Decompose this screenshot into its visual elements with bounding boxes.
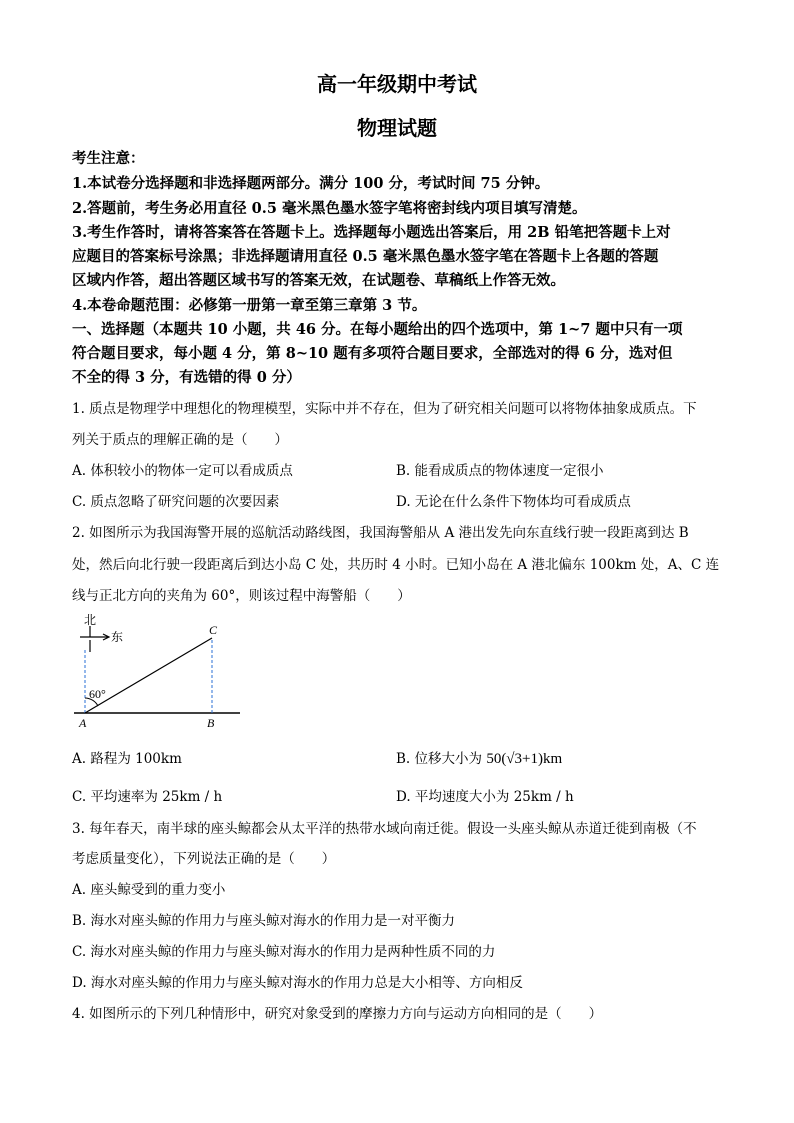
question-2-option-d: D. 平均速度大小为 25km / h [396, 789, 574, 805]
section-heading: 不全的得 3 分，有选错的得 0 分） [72, 369, 301, 386]
angle-label: 60° [89, 687, 106, 701]
route-diagram [70, 610, 250, 735]
compass-north-label: 北 [84, 613, 97, 627]
question-2-stem: 2. 如图所示为我国海警开展的巡航活动路线图，我国海警船从 A 港出发先向东直线行驶一段距离到达 B [72, 525, 689, 541]
question-2-stem: 线与正北方向的夹角为 60°，则该过程中海警船（ ） [72, 588, 411, 604]
question-1-option-a: A. 体积较小的物体一定可以看成质点 [72, 463, 293, 479]
question-2-option-b [396, 747, 562, 768]
notice-item: 4.本卷命题范围：必修第一册第一章至第三章第 3 节。 [72, 297, 427, 314]
option-b-formula: 50(√3+1)km [486, 751, 563, 767]
section-heading: 一、选择题（本题共 10 小题，共 46 分。在每小题给出的四个选项中，第 1~7 题中只有一项 [72, 321, 683, 338]
exam-title: 高一年级期中考试 [317, 72, 477, 96]
point-c-label: C [209, 623, 218, 637]
option-b-prefix: B. 位移大小为 [396, 751, 483, 767]
question-3-stem: 3. 每年春天，南半球的座头鲸都会从太平洋的热带水域向南迁徙。假设一头座头鲸从赤道迁徙到南极（不 [72, 821, 697, 837]
question-1-option-c: C. 质点忽略了研究问题的次要因素 [72, 494, 280, 510]
question-3-option-c: C. 海水对座头鲸的作用力与座头鲸对海水的作用力是两种性质不同的力 [72, 944, 496, 960]
question-2-option-a: A. 路程为 100km [72, 751, 182, 767]
section-heading: 符合题目要求，每小题 4 分，第 8~10 题有多项符合题目要求，全部选对的得 6 分，选对但 [72, 345, 673, 362]
notice-item: 2.答题前，考生务必用直径 0.5 毫米黑色墨水签字笔将密封线内项目填写清楚。 [72, 200, 587, 217]
question-1-option-b: B. 能看成质点的物体速度一定很小 [396, 463, 604, 479]
notice-item: 3.考生作答时，请将答案答在答题卡上。选择题每小题选出答案后，用 2B 铅笔把答题卡上对 [72, 224, 671, 241]
notice-item: 1.本试卷分选择题和非选择题两部分。满分 100 分，考试时间 75 分钟。 [72, 175, 550, 192]
question-2-stem: 处，然后向北行驶一段距离后到达小岛 C 处，共历时 4 小时。已知小岛在 A 港北偏东 100km 处，A、C 连 [72, 557, 720, 573]
question-3-option-a: A. 座头鲸受到的重力变小 [72, 882, 226, 898]
question-3-option-b: B. 海水对座头鲸的作用力与座头鲸对海水的作用力是一对平衡力 [72, 913, 456, 929]
question-3-option-d: D. 海水对座头鲸的作用力与座头鲸对海水的作用力总是大小相等、方向相反 [72, 975, 523, 991]
question-1-option-d: D. 无论在什么条件下物体均可看成质点 [396, 494, 631, 510]
point-a-label: A [79, 716, 87, 730]
ac-line [85, 638, 212, 713]
notice-item: 应题目的答案标号涂黑；非选择题请用直径 0.5 毫米黑色墨水签字笔在答题卡上各题的答题 [72, 248, 659, 265]
compass-east-label: 东 [111, 630, 124, 644]
question-4-stem: 4. 如图所示的下列几种情形中，研究对象受到的摩擦力方向与运动方向相同的是（ ） [72, 1006, 603, 1022]
question-1-stem: 1. 质点是物理学中理想化的物理模型，实际中并不存在，但为了研究相关问题可以将物体抽象成质点。下 [72, 401, 697, 417]
question-2-option-c: C. 平均速率为 25km / h [72, 789, 223, 805]
exam-subject: 物理试题 [357, 116, 437, 140]
notice-item: 区域内作答，超出答题区域书写的答案无效，在试题卷、草稿纸上作答无效。 [72, 272, 565, 289]
point-b-label: B [207, 716, 215, 730]
question-1-stem: 列关于质点的理解正确的是（ ） [72, 432, 288, 448]
notice-heading: 考生注意： [72, 150, 145, 167]
question-3-stem: 考虑质量变化），下列说法正确的是（ ） [72, 851, 336, 867]
